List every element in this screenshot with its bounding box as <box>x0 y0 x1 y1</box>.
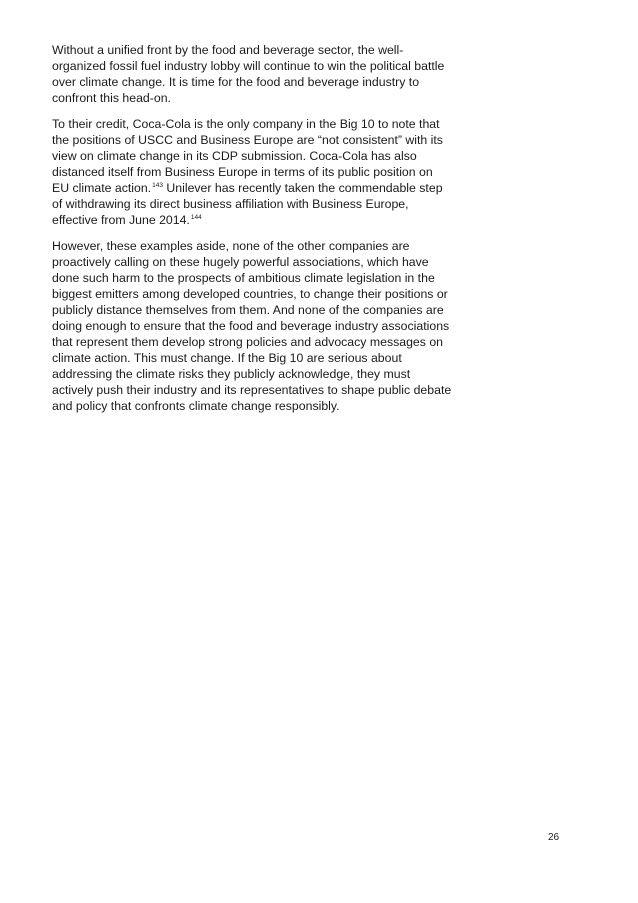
text-line: view on climate change in its CDP submission. Coca-Cola has also <box>52 149 417 163</box>
text-line: distanced itself from Business Europe in terms of its public position on <box>52 165 433 179</box>
line-text-after-footnote: Unilever has recently taken the commendable step <box>162 181 443 195</box>
page-number: 26 <box>548 832 560 843</box>
text-line: and policy that confronts climate change responsibly. <box>52 399 340 413</box>
text-line: proactively calling on these hugely powerful associations, which have <box>52 255 429 269</box>
text-line: Without a unified front by the food and beverage sector, the well- <box>52 43 404 57</box>
text-line: organized fossil fuel industry lobby will continue to win the political battle <box>52 59 445 73</box>
line-text: effective from June 2014. <box>52 213 190 227</box>
footnote-ref-144: 144 <box>190 214 202 221</box>
text-line: climate action. This must change. If the Big 10 are serious about <box>52 351 402 365</box>
text-line: To their credit, Coca-Cola is the only company in the Big 10 to note that <box>52 117 440 131</box>
footnote-ref-143: 143 <box>152 182 163 189</box>
page-body <box>52 42 472 424</box>
text-line: done such harm to the prospects of ambitious climate legislation in the <box>52 271 435 285</box>
text-line: doing enough to ensure that the food and beverage industry associations <box>52 319 450 333</box>
text-line: confront this head-on. <box>52 91 171 105</box>
paragraph-coca-cola-unilever <box>52 116 472 228</box>
text-line: publicly distance themselves from them. And none of the companies are <box>52 303 444 317</box>
text-line: addressing the climate risks they publicly acknowledge, they must <box>52 367 411 381</box>
line-text: EU climate action. <box>52 181 152 195</box>
text-line-with-footnote <box>52 180 472 196</box>
paragraph-big-10-call-to-action <box>52 238 472 414</box>
text-line: the positions of USCC and Business Europe are “not consistent” with its <box>52 133 443 147</box>
text-line: biggest emitters among developed countries, to change their positions or <box>52 287 448 301</box>
paragraph-unified-front <box>52 42 472 106</box>
text-line: of withdrawing its direct business affiliation with Business Europe, <box>52 197 409 211</box>
text-line-with-footnote <box>52 212 472 228</box>
text-line: that represent them develop strong policies and advocacy messages on <box>52 335 443 349</box>
text-line: over climate change. It is time for the food and beverage industry to <box>52 75 420 89</box>
text-line: However, these examples aside, none of the other companies are <box>52 239 410 253</box>
text-line: actively push their industry and its representatives to shape public debate <box>52 383 452 397</box>
